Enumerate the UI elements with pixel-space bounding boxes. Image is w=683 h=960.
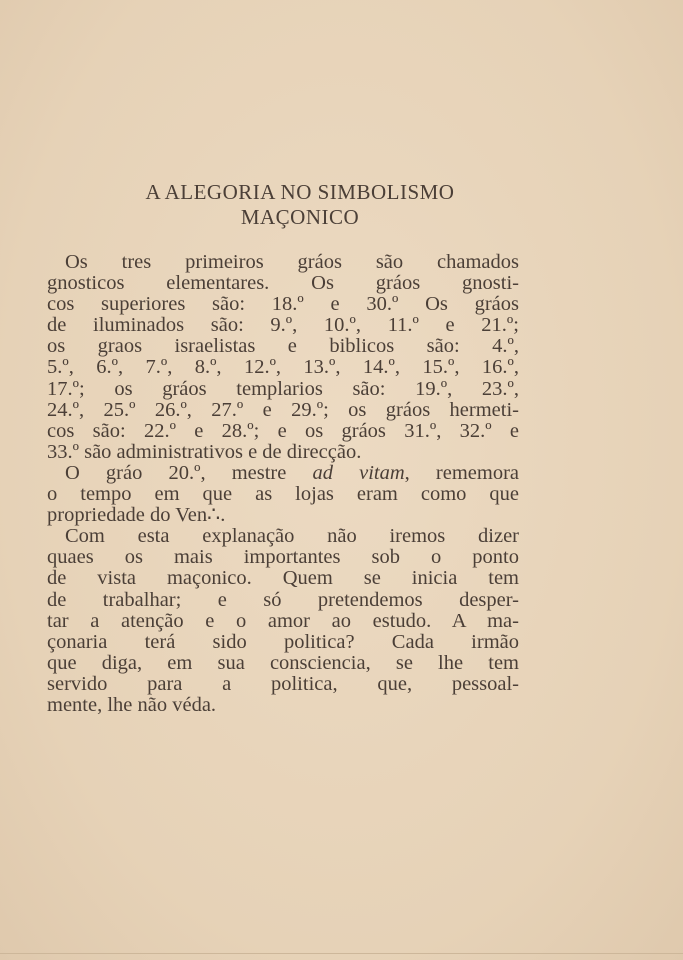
text-line: de trabalhar; e só pretendemos desper- [47,588,519,611]
text-line: O gráo 20.º, mestre ad vitam, rememora [65,461,519,484]
text-line: cos superiores são: 18.º e 30.º Os gráos [47,293,519,316]
text-line: çonaria terá sido politica? Cada irmão [47,630,519,653]
text-line: que diga, em sua consciencia, se lhe tem [47,651,519,674]
text-line: o tempo em que as lojas eram como que [47,483,519,506]
chapter-title-line-2: MAÇONICO [240,205,360,229]
text-line: 17.º; os gráos templarios são: 19.º, 23.º, [47,377,519,400]
body-text [47,252,519,716]
text-line: 24.º, 25.º 26.º, 27.º e 29.º; os gráos hermeti- [47,398,519,421]
text-line: mente, lhe não véda. [47,693,217,716]
text-line: de vista maçonico. Quem se inicia tem [47,567,519,590]
text-line: Com esta explanação não iremos dizer [65,525,519,548]
text-line: cos são: 22.º e 28.º; e os gráos 31.º, 32.º e [47,419,519,442]
text-line: servido para a politica, que, pessoal- [47,672,519,695]
chapter-title-line-1: A ALEGORIA NO SIMBOLISMO [145,180,455,204]
text-line: Os tres primeiros gráos são chamados [65,251,519,273]
text-line: de iluminados são: 9.º, 10.º, 11.º e 21.º; [47,314,519,337]
text-line: quaes os mais importantes sob o ponto [47,546,519,569]
page-edge-line [0,953,683,954]
text-line: tar a atenção e o amor ao estudo. A ma- [47,609,519,632]
text-line: 33.º são administrativos e de direcção. [47,440,362,463]
text-line: propriedade do Ven∴. [47,504,226,527]
text-line: 5.º, 6.º, 7.º, 8.º, 12.º, 13.º, 14.º, 15.º, 16.º, [47,356,519,379]
text-line: gnosticos elementares. Os gráos gnosti- [47,272,519,295]
text-line: os graos israelistas e biblicos são: 4.º, [47,335,519,358]
